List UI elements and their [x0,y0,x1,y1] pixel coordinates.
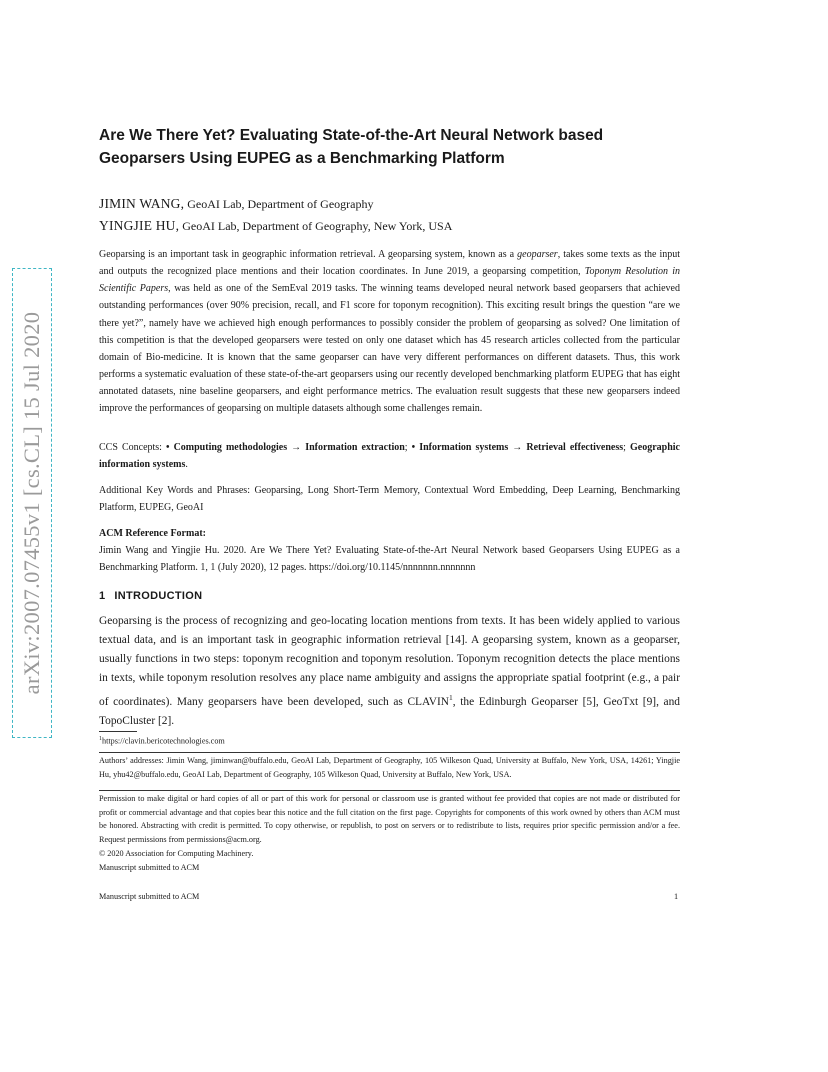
section-heading [99,590,202,602]
submitted-line: Manuscript submitted to ACM [99,863,200,872]
footnote-link[interactable]: https://clavin.bericotechnologies.com [102,736,225,746]
author-1-affiliation: GeoAI Lab, Department of Geography [184,197,374,211]
footer-submitted: Manuscript submitted to ACM [99,892,200,901]
arxiv-side-stamp [12,268,52,738]
abstract-competition-name: Toponym Resolution in Scientific Papers [99,266,680,295]
ccs-separator-2: ; [623,442,630,453]
arxiv-id-text: arXiv:2007.07455v1 [cs.CL] 15 Jul 2020 [19,311,44,695]
section-number: 1 [99,590,106,602]
author-1 [99,196,373,212]
footnote-ref: 1 [449,693,453,703]
footnote-mark: 1 [99,736,102,742]
permission-notice: Permission to make digital or hard copies of all or part of this work for personal or classroom use is granted without fee provided that copies are not made or distributed for profit or commercial advantage and that copies bear this notice and the full citation on the first page. Copyrights for components of this work owned by others than ACM must be honored. Abstracting with credit is permitted. To copy otherwise, or republish, to post on servers or to redistribute to lists, requires prior specific permission and/or a fee. Request permissions from permissions@acm.org. [99,794,680,844]
abstract-part-2: , takes some texts as the input and outputs the recognized place mentions and their location coordinates. In June 2019, a geoparsing competition, [99,249,681,278]
author-2-name: YINGJIE HU, [99,218,180,233]
ref-format-text: Jimin Wang and Yingjie Hu. 2020. Are We There Yet? Evaluating State-of-the-Art Neural Network based Geoparsers Using EUPEG as a Benchmarking Platform. 1, 1 (July 2020), 12 pages. https://doi.org/10.1145/nnnnnnn.nnnnnnn [99,545,680,574]
addresses-rule [99,752,680,753]
intro-text: Geoparsing is the process of recognizing and geo-locating location mentions from texts. It has been widely applied to various textual data, and is an important task in geographic information retrieval [14]. A geoparsing system, known as a geoparser, usually functions in two steps: toponym recognition and toponym resolution. Toponym recognition detects the place mentions in texts, while toponym resolution resolves any place name ambiguity and assigns the appropriate spatial footprint (e.g., a pair of coordinates). Many geoparsers have been developed, such as CLAVIN [99,615,680,709]
abstract-part-3: , was held as one of the SemEval 2019 tasks. The winning teams developed neural network based geoparsers that achieved outstanding performances (over 90% precision, recall, and F1 score for toponym recognition). This exciting result brings the question “are we there yet?”, namely have we achieved high enough performances to possibly consider the problem of geoparsing as solved? One limitation of this competition is that the developed geoparsers were tested on only one dataset which has 45 research articles collected from the particular domain of Bio-medicine. It is known that the same geoparser can have very different performances on different datasets. Thus, this work performs a systematic evaluation of these state-of-the-art geoparsers using our recently developed benchmarking platform EUPEG that has eight annotated datasets, nine baseline geoparsers, and eight performance metrics. The evaluation result suggests that these new geoparsers indeed improve the performances of geoparsing on multiple datasets although some challenges remain. [99,283,680,415]
page-number: 1 [674,892,679,901]
paper-title: Are We There Yet? Evaluating State-of-the-Art Neural Network based Geoparsers Using EUPEG as a Benchmarking Platform [99,127,604,167]
author-2-affiliation: GeoAI Lab, Department of Geography, New York, USA [179,219,453,233]
keywords: Additional Key Words and Phrases: Geoparsing, Long Short-Term Memory, Contextual Word Embedding, Deep Learning, Benchmarking Platform, EUPEG, GeoAI [99,485,680,514]
ccs-concept-3: Geographic information systems [99,442,680,471]
ccs-separator-1: ; [404,442,412,453]
section-title: INTRODUCTION [114,590,203,602]
abstract [99,246,680,418]
intro-text-end: , the Edinburgh Geoparser [5], GeoTxt [9], and TopoCluster [2]. [99,696,680,728]
ccs-concept-2: • Information systems → Retrieval effectiveness [411,442,624,453]
footnote [99,733,225,748]
ref-format-heading: ACM Reference Format: [99,528,206,539]
abstract-part-1: Geoparsing is an important task in geographic information retrieval. A geoparsing system, known as a [99,249,518,260]
ccs-end: . [185,459,188,471]
abstract-geoparser-term: geoparser [517,249,558,260]
author-1-name: JIMIN WANG, [99,196,185,211]
permission-rule [99,790,680,791]
footnote-rule [99,731,137,732]
author-addresses: Authors’ addresses: Jimin Wang, jiminwan@buffalo.edu, GeoAI Lab, Department of Geography, 105 Wilkeson Quad, University at Buffalo, New York, USA, 14261; Yingjie Hu, yhu42@buffalo.edu, GeoAI Lab, Department of Geography, 105 Wilkeson Quad, University at Buffalo, New York, USA. [99,756,680,779]
intro-paragraph [99,612,680,731]
ccs-concept-1: • Computing methodologies → Information extraction [166,442,405,453]
author-2 [99,218,452,234]
copyright-line: © 2020 Association for Computing Machinery. [99,849,254,858]
ccs-concepts [99,439,680,473]
ccs-label: CCS Concepts: [99,442,167,453]
